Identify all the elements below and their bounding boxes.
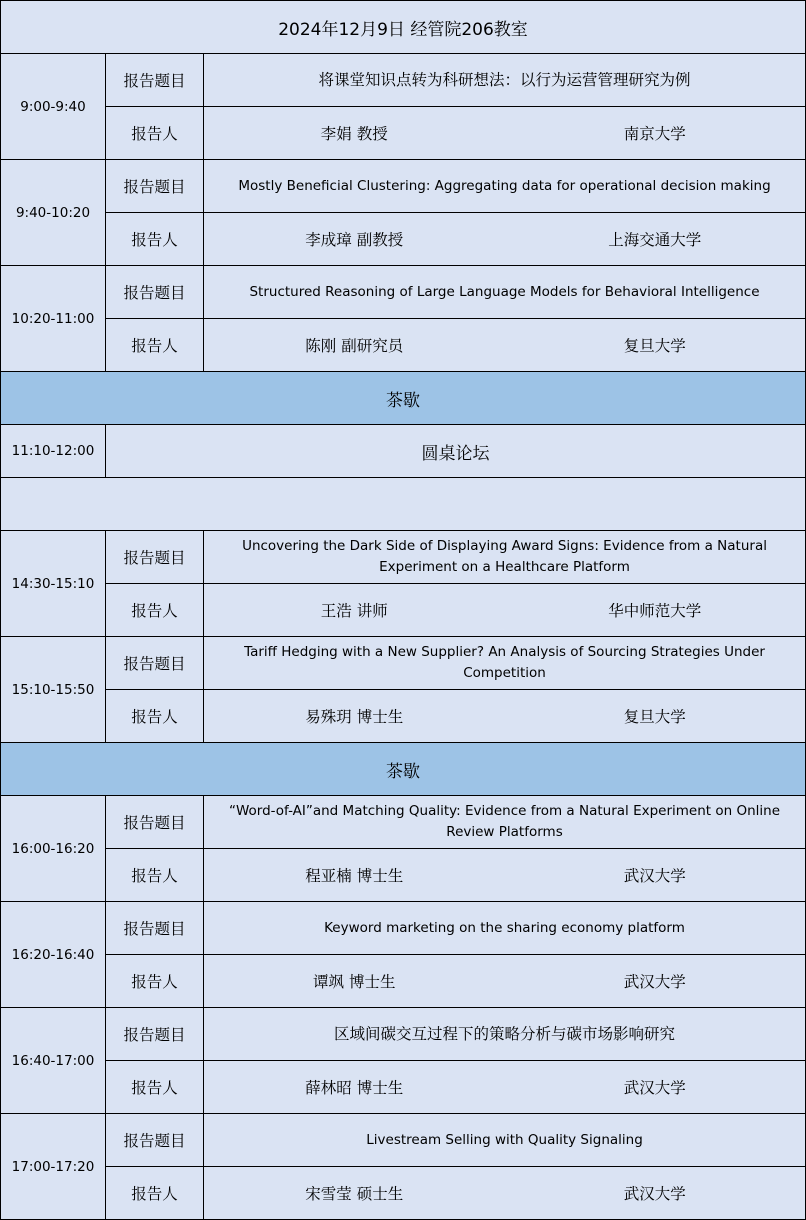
speaker-label: 报告人 — [106, 213, 204, 266]
forum-time: 11:10-12:00 — [1, 425, 106, 478]
schedule-title: 2024年12月9日 经管院206教室 — [1, 1, 806, 54]
speaker-info — [204, 213, 806, 266]
session-time: 9:40-10:20 — [1, 160, 106, 266]
speaker-info — [204, 690, 806, 743]
session-time: 9:00-9:40 — [1, 54, 106, 160]
speaker-affiliation: 南京大学 — [623, 125, 686, 143]
session-time: 10:20-11:00 — [1, 266, 106, 372]
speaker-affiliation: 武汉大学 — [623, 973, 686, 991]
speaker-name: 谭飒 博士生 — [313, 973, 396, 991]
talk-topic: “Word-of-AI”and Matching Quality: Evidence from a Natural Experiment on Online Review Platforms — [204, 796, 806, 849]
topic-label: 报告题目 — [106, 1008, 204, 1061]
speaker-affiliation: 复旦大学 — [623, 708, 686, 726]
tea-break: 茶歇 — [1, 743, 806, 796]
speaker-label: 报告人 — [106, 955, 204, 1008]
talk-topic: Structured Reasoning of Large Language Models for Behavioral Intelligence — [204, 266, 806, 319]
topic-label: 报告题目 — [106, 531, 204, 584]
speaker-affiliation: 上海交通大学 — [608, 231, 702, 249]
talk-topic: 将课堂知识点转为科研想法：以行为运营管理研究为例 — [204, 54, 806, 107]
talk-topic: Livestream Selling with Quality Signaling — [204, 1114, 806, 1167]
topic-label: 报告题目 — [106, 160, 204, 213]
speaker-info — [204, 849, 806, 902]
session-time: 16:00-16:20 — [1, 796, 106, 902]
speaker-name: 李成璋 副教授 — [305, 231, 404, 249]
talk-topic: Uncovering the Dark Side of Displaying Award Signs: Evidence from a Natural Experiment on a Healthcare Platform — [204, 531, 806, 584]
session-time: 14:30-15:10 — [1, 531, 106, 637]
topic-label: 报告题目 — [106, 902, 204, 955]
session-time: 17:00-17:20 — [1, 1114, 106, 1220]
topic-label: 报告题目 — [106, 54, 204, 107]
speaker-label: 报告人 — [106, 849, 204, 902]
topic-label: 报告题目 — [106, 1114, 204, 1167]
speaker-name: 程亚楠 博士生 — [305, 867, 404, 885]
speaker-info — [204, 1061, 806, 1114]
roundtable-forum: 圆桌论坛 — [106, 425, 806, 478]
session-time: 15:10-15:50 — [1, 637, 106, 743]
tea-break: 茶歇 — [1, 372, 806, 425]
session-time: 16:40-17:00 — [1, 1008, 106, 1114]
speaker-name: 宋雪莹 硕士生 — [305, 1185, 404, 1203]
session-time: 16:20-16:40 — [1, 902, 106, 1008]
speaker-info — [204, 584, 806, 637]
talk-topic: Tariff Hedging with a New Supplier? An Analysis of Sourcing Strategies Under Competition — [204, 637, 806, 690]
blank-row — [1, 478, 806, 531]
speaker-name: 李娟 教授 — [320, 125, 388, 143]
speaker-name: 易殊玥 博士生 — [305, 708, 404, 726]
speaker-info — [204, 1167, 806, 1220]
talk-topic: 区域间碳交互过程下的策略分析与碳市场影响研究 — [204, 1008, 806, 1061]
speaker-affiliation: 武汉大学 — [623, 867, 686, 885]
topic-label: 报告题目 — [106, 266, 204, 319]
speaker-affiliation: 复旦大学 — [623, 337, 686, 355]
talk-topic: Mostly Beneficial Clustering: Aggregating data for operational decision making — [204, 160, 806, 213]
speaker-label: 报告人 — [106, 1061, 204, 1114]
speaker-affiliation: 华中师范大学 — [608, 602, 702, 620]
topic-label: 报告题目 — [106, 796, 204, 849]
speaker-info — [204, 319, 806, 372]
speaker-info — [204, 955, 806, 1008]
speaker-affiliation: 武汉大学 — [623, 1185, 686, 1203]
speaker-info — [204, 107, 806, 160]
speaker-name: 陈刚 副研究员 — [305, 337, 404, 355]
speaker-label: 报告人 — [106, 319, 204, 372]
speaker-name: 薛林昭 博士生 — [305, 1079, 404, 1097]
speaker-name: 王浩 讲师 — [320, 602, 388, 620]
talk-topic: Keyword marketing on the sharing economy platform — [204, 902, 806, 955]
speaker-label: 报告人 — [106, 584, 204, 637]
topic-label: 报告题目 — [106, 637, 204, 690]
speaker-label: 报告人 — [106, 107, 204, 160]
speaker-label: 报告人 — [106, 1167, 204, 1220]
speaker-label: 报告人 — [106, 690, 204, 743]
speaker-affiliation: 武汉大学 — [623, 1079, 686, 1097]
